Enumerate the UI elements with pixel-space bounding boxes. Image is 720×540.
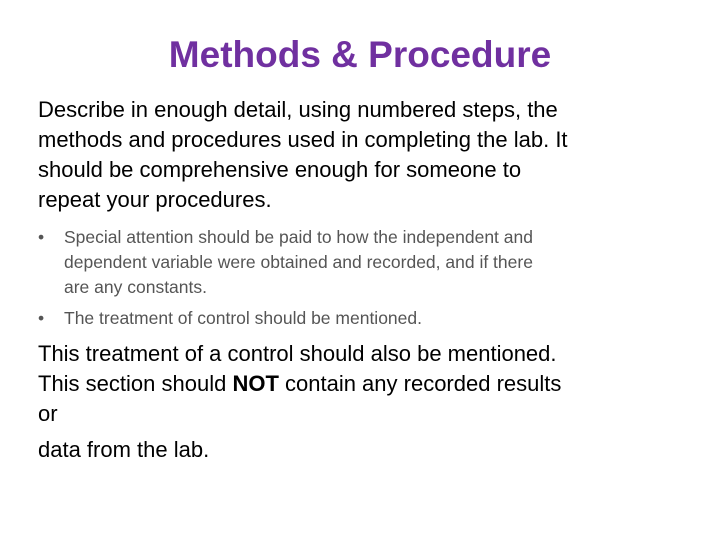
closing-line: or	[38, 401, 58, 426]
closing-text: This section should	[38, 371, 233, 396]
intro-line: repeat your procedures.	[38, 187, 272, 212]
bullet-icon: •	[38, 308, 45, 328]
intro-line: should be comprehensive enough for someone to	[38, 157, 522, 182]
bullet-line: dependent variable were obtained and recorded, and if there	[64, 252, 533, 272]
closing-line: data from the lab.	[38, 437, 210, 462]
intro-line: Describe in enough detail, using numbered steps, the	[38, 97, 558, 122]
slide-title: Methods & Procedure	[168, 34, 552, 75]
bullet-item	[38, 225, 688, 300]
closing-line: This treatment of a control should also be mentioned.	[38, 341, 557, 366]
closing-paragraph	[38, 339, 688, 465]
bullet-line: Special attention should be paid to how the independent and	[64, 227, 533, 247]
intro-line: methods and procedures used in completing the lab. It	[38, 127, 568, 152]
bullet-icon: •	[38, 227, 45, 247]
intro-paragraph	[38, 95, 688, 215]
closing-text: contain any recorded results	[278, 371, 562, 396]
bullet-line: The treatment of control should be mentioned.	[64, 308, 422, 328]
bullet-line: are any constants.	[64, 277, 207, 297]
slide-body	[38, 95, 688, 465]
bullet-list	[38, 225, 688, 331]
bullet-item	[38, 306, 688, 331]
emphasis-not: NOT	[232, 371, 279, 396]
closing-line	[38, 369, 688, 399]
